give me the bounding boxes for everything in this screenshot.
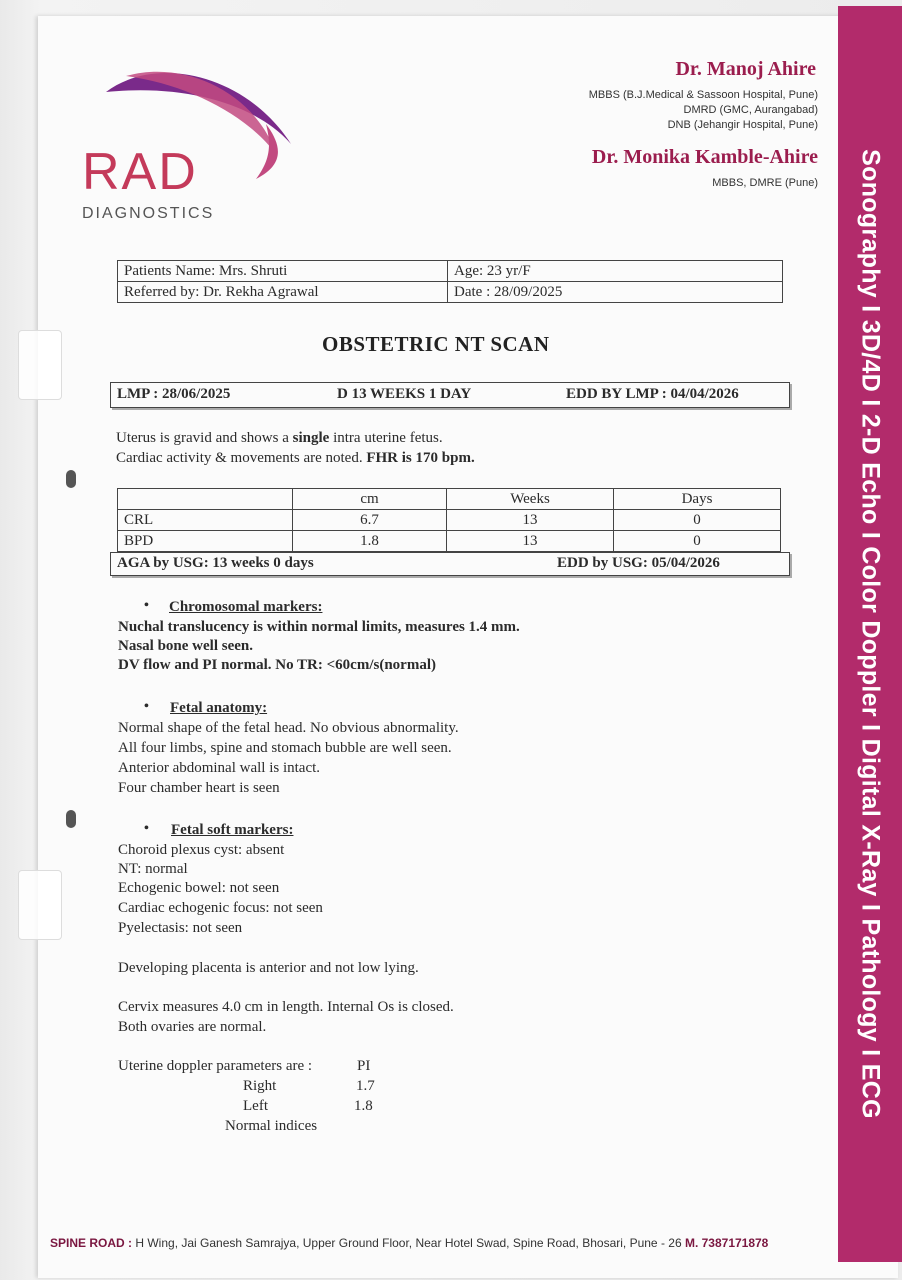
- patient-age: Age: 23 yr/F: [448, 261, 783, 282]
- footer-address: [50, 1236, 768, 1250]
- anatomy-line: Four chamber heart is seen: [118, 780, 280, 796]
- footer-address-text: H Wing, Jai Ganesh Samrajya, Upper Ground Floor, Near Hotel Swad, Spine Road, Bhosari, Pune - 26: [132, 1236, 685, 1250]
- intro-paragraph: [116, 428, 475, 468]
- patient-name: Patients Name: Mrs. Shruti: [118, 261, 448, 282]
- qualification: DMRD (GMC, Aurangabad): [683, 104, 818, 116]
- table-cell: 6.7: [293, 510, 447, 531]
- doppler-right-value: 1.7: [356, 1078, 375, 1094]
- qualification: MBBS (B.J.Medical & Sassoon Hospital, Pune): [588, 89, 818, 101]
- report-title: OBSTETRIC NT SCAN: [322, 332, 550, 356]
- punch-hole: [66, 470, 76, 488]
- services-sidebar: [838, 6, 902, 1262]
- chromosomal-markers-heading: Chromosomal markers:: [169, 599, 323, 615]
- ovaries-line: Both ovaries are normal.: [118, 1019, 267, 1035]
- intro-line-1: [116, 428, 475, 448]
- patient-info-table: [117, 260, 783, 303]
- table-row: [118, 510, 781, 531]
- doctor-1-name: Dr. Manoj Ahire: [675, 58, 816, 80]
- anatomy-line: All four limbs, spine and stomach bubble are well seen.: [118, 740, 452, 756]
- lmp-box: [110, 382, 790, 408]
- bullet-icon: •: [144, 598, 149, 613]
- doppler-right-label: Right: [243, 1078, 277, 1094]
- cervix-line: Cervix measures 4.0 cm in length. Internal Os is closed.: [118, 999, 454, 1015]
- soft-marker-line: Pyelectasis: not seen: [118, 920, 243, 936]
- text: intra uterine fetus.: [329, 430, 443, 446]
- table-header-row: [118, 489, 781, 510]
- doppler-pi-header: PI: [357, 1058, 371, 1074]
- text: FHR is 170 bpm.: [366, 450, 475, 466]
- doppler-left-label: Left: [243, 1098, 268, 1114]
- edd-by-lmp: EDD BY LMP : 04/04/2026: [566, 386, 739, 402]
- table-cell: 1.8: [293, 531, 447, 552]
- fetal-soft-markers-heading: Fetal soft markers:: [171, 822, 294, 838]
- aga-by-usg: AGA by USG: 13 weeks 0 days: [117, 555, 314, 571]
- doctor-2-qualifications: MBBS, DMRE (Pune): [712, 177, 818, 189]
- doctor-1-qualifications: [589, 88, 818, 133]
- soft-marker-line: Echogenic bowel: not seen: [118, 880, 280, 896]
- header-cell: cm: [293, 489, 447, 510]
- header-cell: Days: [614, 489, 781, 510]
- footer-mobile: M. 7387171878: [684, 1236, 769, 1250]
- table-cell: 0: [614, 510, 781, 531]
- referred-by: Referred by: Dr. Rekha Agrawal: [118, 282, 448, 303]
- services-text: Sonography I 3D/4D I 2-D Echo I Color Doppler I Digital X-Ray I Pathology I ECG: [856, 149, 885, 1119]
- placenta-line: Developing placenta is anterior and not low lying.: [118, 960, 419, 976]
- table-cell: CRL: [118, 510, 293, 531]
- chromo-line: Nuchal translucency is within normal limits, measures 1.4 mm.: [118, 619, 520, 635]
- logo-name: RAD: [82, 143, 198, 201]
- doctor-2-name: Dr. Monika Kamble-Ahire: [591, 146, 818, 168]
- table-cell: BPD: [118, 531, 293, 552]
- text: Cardiac activity & movements are noted.: [116, 450, 367, 466]
- punch-hole: [66, 810, 76, 828]
- table-cell: 13: [447, 510, 614, 531]
- report-date: Date : 28/09/2025: [448, 282, 783, 303]
- soft-marker-line: Choroid plexus cyst: absent: [118, 842, 285, 858]
- soft-marker-line: NT: normal: [118, 861, 188, 877]
- doppler-label: Uterine doppler parameters are :: [118, 1058, 313, 1074]
- table-cell: 13: [447, 531, 614, 552]
- footer-label: SPINE ROAD :: [50, 1236, 133, 1250]
- intro-line-2: [116, 448, 475, 468]
- table-cell: 0: [614, 531, 781, 552]
- aga-box: [110, 552, 790, 576]
- gestational-age: D 13 WEEKS 1 DAY: [337, 386, 472, 402]
- doppler-note: Normal indices: [225, 1118, 318, 1134]
- chromo-line: Nasal bone well seen.: [118, 638, 253, 654]
- biometry-table: [117, 488, 781, 552]
- clip-bottom: [18, 870, 62, 940]
- edd-by-usg: EDD by USG: 05/04/2026: [557, 555, 720, 571]
- text: Uterus is gravid and shows a: [116, 430, 293, 446]
- anatomy-line: Normal shape of the fetal head. No obvious abnormality.: [118, 720, 459, 736]
- logo-subtitle: DIAGNOSTICS: [82, 205, 215, 222]
- text: single: [292, 430, 330, 446]
- table-row: [118, 531, 781, 552]
- bullet-icon: •: [144, 821, 149, 836]
- doppler-left-value: 1.8: [354, 1098, 373, 1114]
- lmp-date: LMP : 28/06/2025: [117, 386, 231, 402]
- soft-marker-line: Cardiac echogenic focus: not seen: [118, 900, 323, 916]
- anatomy-line: Anterior abdominal wall is intact.: [118, 760, 321, 776]
- header-cell: [118, 489, 293, 510]
- bullet-icon: •: [144, 699, 149, 714]
- chromo-line: DV flow and PI normal. No TR: <60cm/s(normal): [118, 657, 436, 673]
- binder-clip: [18, 290, 58, 950]
- clip-top: [18, 330, 62, 400]
- header-cell: Weeks: [447, 489, 614, 510]
- qualification: DNB (Jehangir Hospital, Pune): [667, 119, 818, 131]
- fetal-anatomy-heading: Fetal anatomy:: [170, 700, 268, 716]
